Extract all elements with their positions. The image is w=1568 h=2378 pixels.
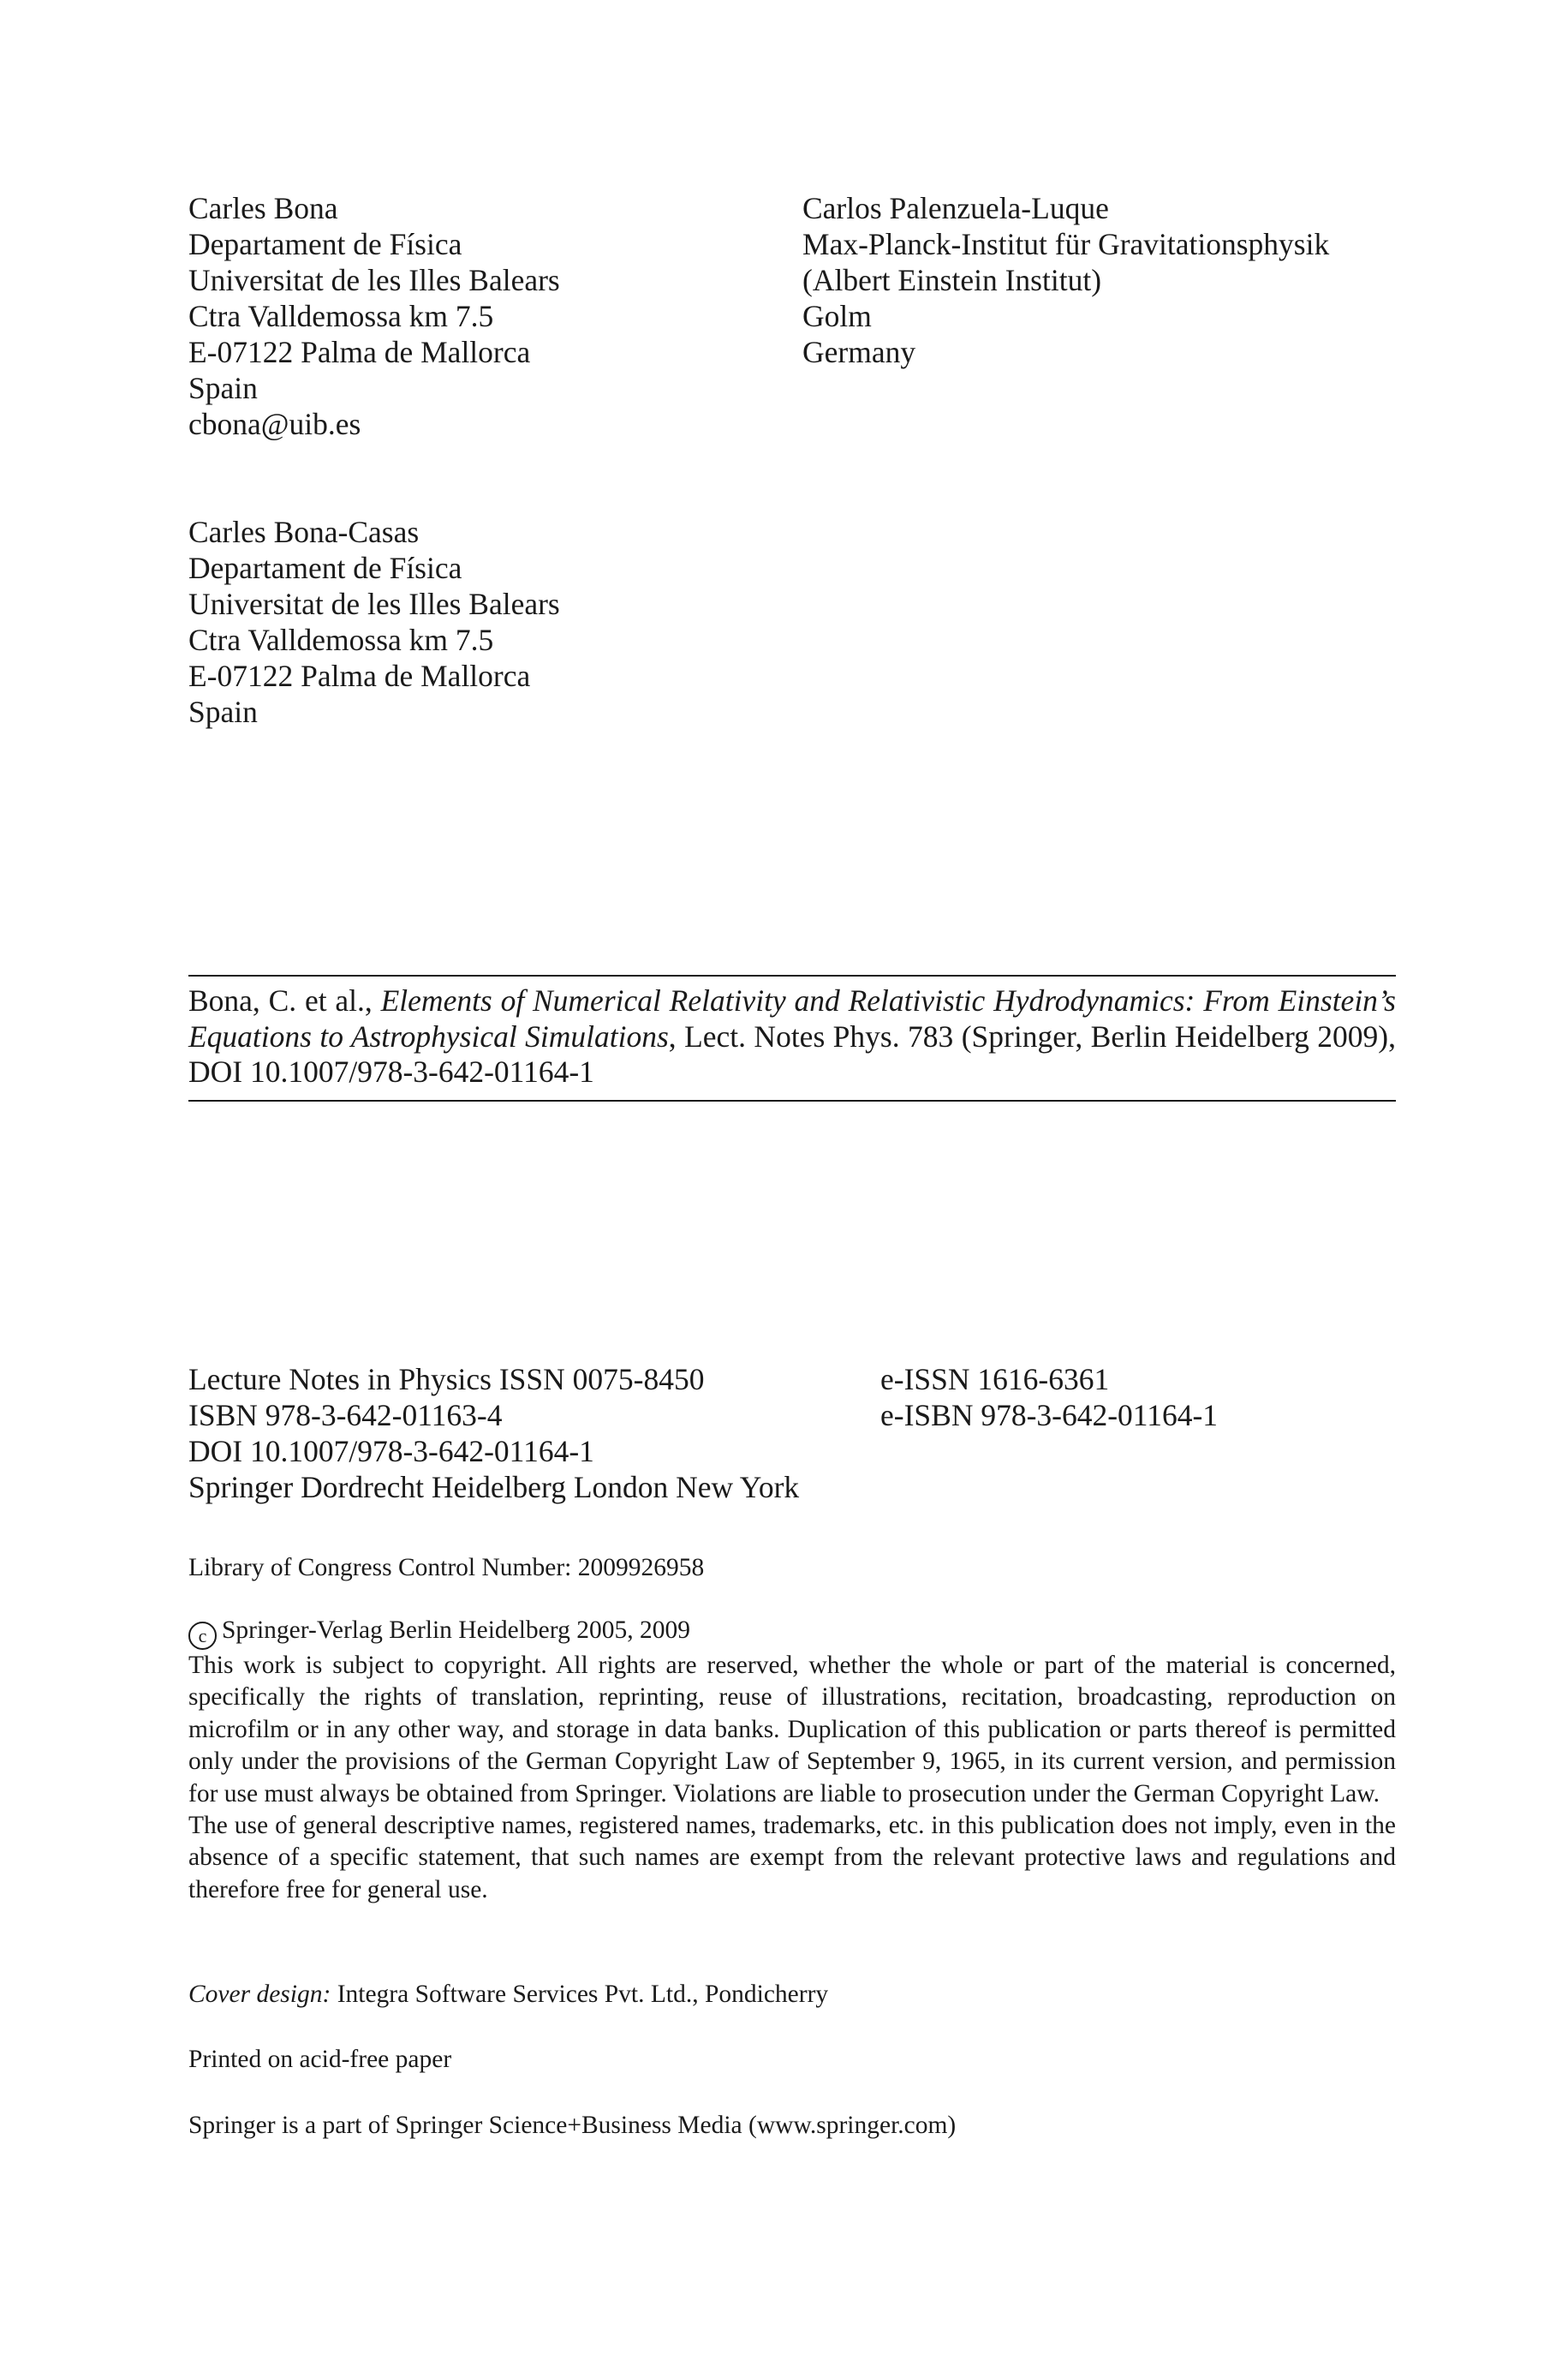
author-institute-alt: (Albert Einstein Institut): [802, 263, 1102, 297]
trademark-notice: The use of general descriptive names, registered names, trademarks, etc. in this publication does not imply, even in the absence of a specific statement, that such names are exempt from the relevant protective laws and regulations and therefore free for general use.: [188, 1812, 1396, 1903]
citation-bottom-rule: [188, 1100, 1396, 1102]
author-city: E-07122 Palma de Mallorca: [188, 335, 531, 369]
author-country: Germany: [802, 335, 916, 369]
author-bona-casas-address: [188, 514, 560, 730]
copyright-notice: [188, 1615, 1396, 1906]
series-info-right: [880, 1361, 1218, 1433]
series-publisher-cities: Springer Dordrecht Heidelberg London New York: [188, 1470, 800, 1504]
author-street: Ctra Valldemossa km 7.5: [188, 623, 494, 657]
author-bona-address: [188, 190, 560, 442]
copyright-holder: Springer-Verlag Berlin Heidelberg 2005, 2009: [222, 1616, 690, 1644]
author-palenzuela-address: [802, 190, 1329, 370]
series-info-left: [188, 1361, 799, 1505]
citation-suffix: , Lect. Notes Phys. 783 (Springer, Berlin Heidelberg 2009), DOI 10.1007/978-3-642-01164-1: [188, 1019, 1396, 1089]
series-isbn: ISBN 978-3-642-01163-4: [188, 1398, 503, 1432]
cover-design-text: Integra Software Services Pvt. Ltd., Pondicherry: [331, 1981, 829, 2008]
cover-design-credit: [188, 1979, 828, 2011]
citation-title: Elements of Numerical Relativity and Relativistic Hydrodynamics: From Einstein’s Equations to Astrophysical Simulations: [188, 983, 1396, 1054]
springer-note: Springer is a part of Springer Science+Business Media (www.springer.com): [188, 2112, 957, 2139]
series-issn: Lecture Notes in Physics ISSN 0075-8450: [188, 1362, 705, 1396]
author-department: Departament de Física: [188, 227, 462, 261]
series-e-issn: e-ISSN 1616-6361: [880, 1362, 1110, 1396]
series-doi: DOI 10.1007/978-3-642-01164-1: [188, 1434, 594, 1468]
citation-prefix: Bona, C. et al.,: [188, 983, 381, 1018]
library-of-congress-number: Library of Congress Control Number: 2009926958: [188, 1554, 705, 1581]
copyright-icon: c: [188, 1622, 217, 1650]
series-e-isbn: e-ISBN 978-3-642-01164-1: [880, 1398, 1219, 1432]
author-institute: Max-Planck-Institut für Gravitationsphysik: [802, 227, 1330, 261]
paper-note: Printed on acid-free paper: [188, 2046, 452, 2073]
author-name: Carles Bona: [188, 191, 338, 225]
citation-top-rule: [188, 975, 1396, 977]
author-name: Carles Bona-Casas: [188, 515, 420, 549]
cover-design-label: Cover design:: [188, 1981, 331, 2008]
author-university: Universitat de les Illes Balears: [188, 263, 560, 297]
author-email: cbona@uib.es: [188, 407, 361, 441]
copyright-holder-line: [188, 1615, 1396, 1650]
copyright-body: This work is subject to copyright. All rights are reserved, whether the whole or part of the material is concerned, specifically the rights of translation, reprinting, reuse of illustrations, recitation, broadcasting, reproduction on microfilm or in any other way, and storage in data banks. Duplication of this publication or parts thereof is permitted only under the provisions of the German Copyright Law of September 9, 1965, in its current version, and permission for use must always be obtained from Springer. Violations are liable to prosecution under the German Copyright Law.: [188, 1652, 1396, 1807]
author-city: Golm: [802, 299, 872, 333]
citation-text: [188, 983, 1396, 1090]
author-country: Spain: [188, 695, 258, 729]
author-university: Universitat de les Illes Balears: [188, 587, 560, 621]
author-name: Carlos Palenzuela-Luque: [802, 191, 1109, 225]
author-country: Spain: [188, 371, 258, 405]
author-department: Departament de Física: [188, 551, 462, 585]
author-street: Ctra Valldemossa km 7.5: [188, 299, 494, 333]
author-city: E-07122 Palma de Mallorca: [188, 659, 531, 693]
